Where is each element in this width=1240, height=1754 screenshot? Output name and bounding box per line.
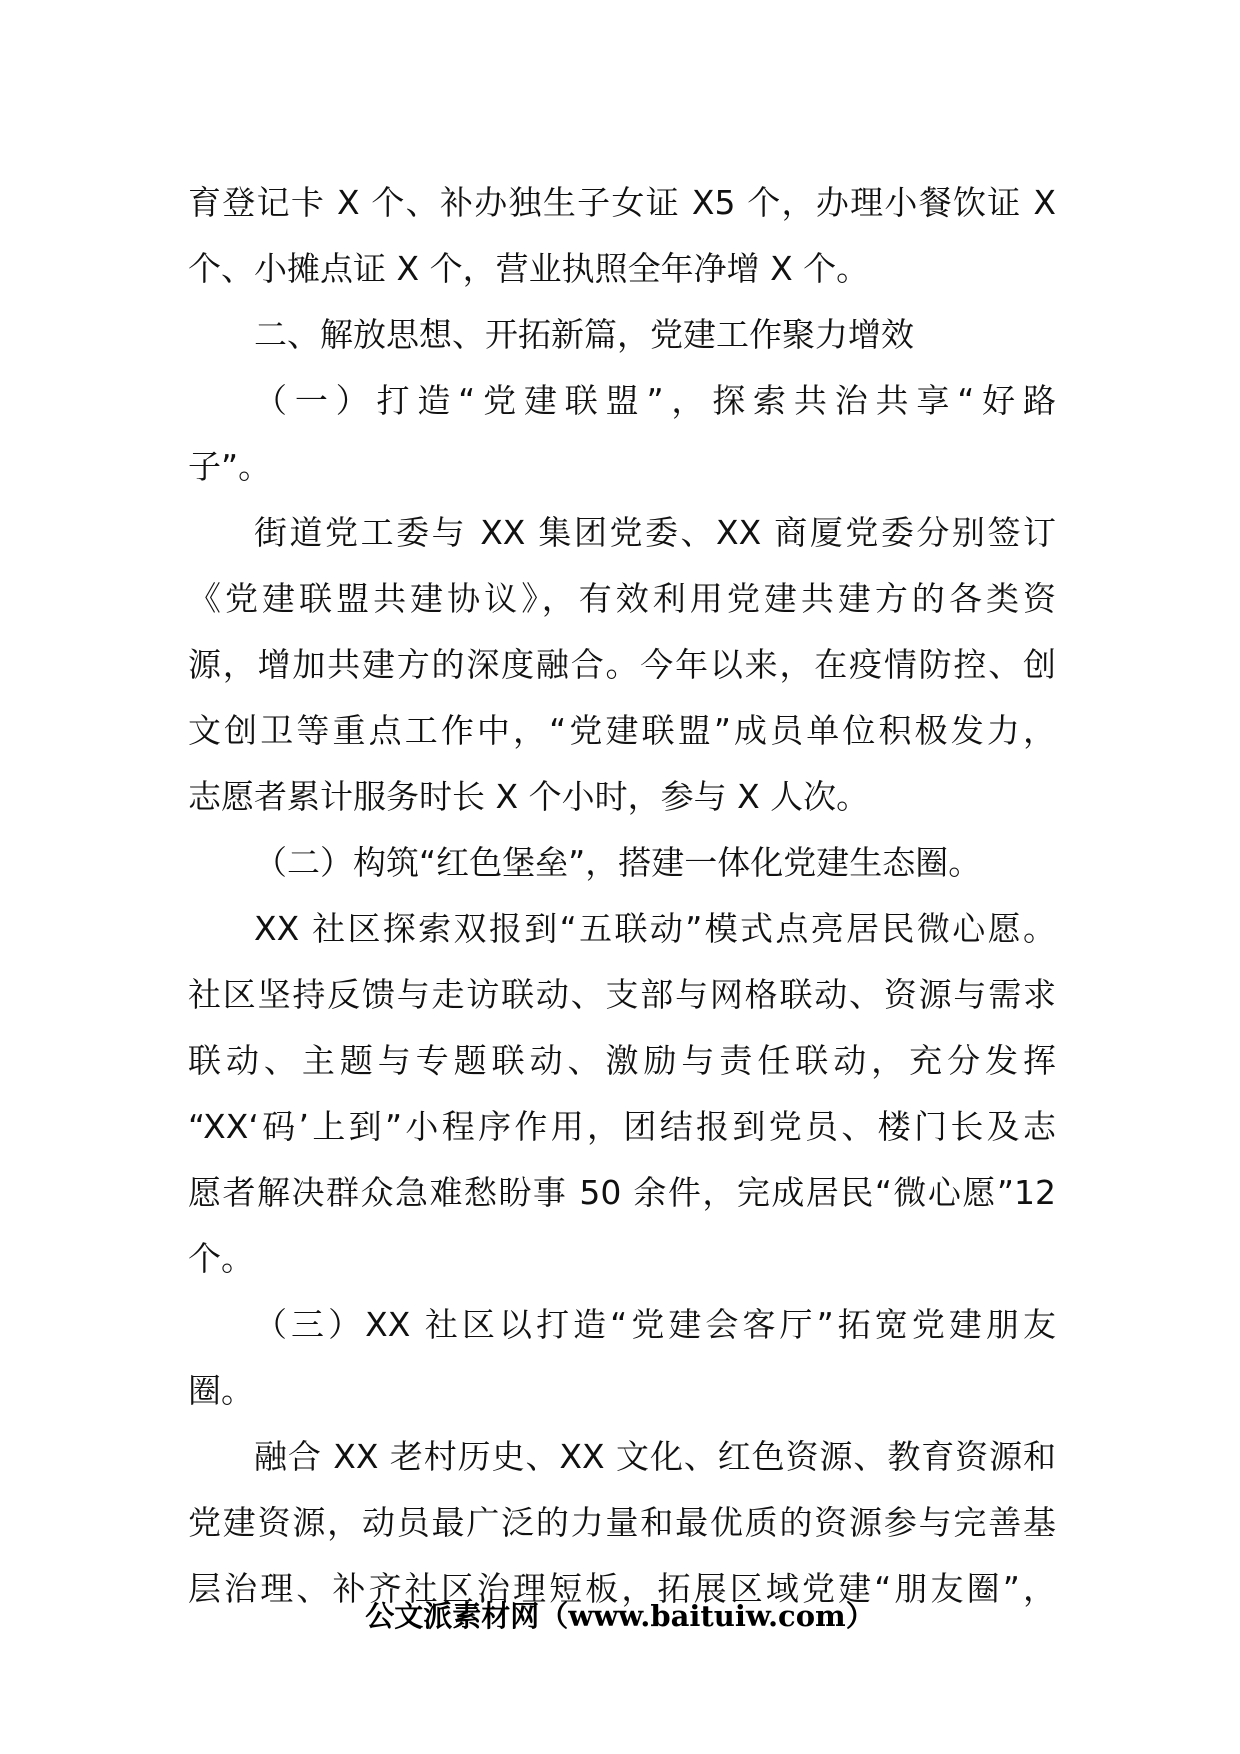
body-line: 文创卫等重点工作中，“党建联盟”成员单位积极发力， [188,711,1056,750]
body-line: 层治理、补齐社区治理短板，拓展区域党建“朋友圈”， [188,1569,1056,1608]
section-heading: 二、解放思想、开拓新篇，党建工作聚力增效 [254,315,914,354]
body-line: 源，增加共建方的深度融合。今年以来，在疫情防控、创 [188,645,1056,684]
body-line: 育登记卡 X 个、补办独生子女证 X5 个，办理小餐饮证 X [188,183,1056,222]
subsection-heading-end: 圈。 [188,1371,254,1410]
document-body [188,170,1056,1622]
body-line: 《党建联盟共建协议》，有效利用党建共建方的各类资 [188,579,1056,618]
body-line: 社区坚持反馈与走访联动、支部与网格联动、资源与需求 [188,975,1056,1014]
subsection-heading-end: 子”。 [188,447,272,486]
body-line: 个。 [188,1239,254,1278]
body-line: 联动、主题与专题联动、激励与责任联动，充分发挥 [188,1041,1056,1080]
subsection-heading: （一）打造“党建联盟”，探索共治共享“好路 [254,381,1056,420]
body-line: 愿者解决群众急难愁盼事 50 余件，完成居民“微心愿”12 [188,1173,1056,1212]
subsection-heading: （三）XX 社区以打造“党建会客厅”拓宽党建朋友 [254,1305,1056,1344]
body-line: 街道党工委与 XX 集团党委、XX 商厦党委分别签订 [254,513,1056,552]
body-line: “XX‘码’上到”小程序作用，团结报到党员、楼门长及志 [188,1107,1056,1146]
body-line: XX 社区探索双报到“五联动”模式点亮居民微心愿。 [254,909,1056,948]
body-line: 党建资源，动员最广泛的力量和最优质的资源参与完善基 [188,1503,1056,1542]
body-line: 个、小摊点证 X 个，营业执照全年净增 X 个。 [188,249,870,288]
body-line: 志愿者累计服务时长 X 个小时，参与 X 人次。 [188,777,870,816]
body-line: 融合 XX 老村历史、XX 文化、红色资源、教育资源和 [254,1437,1056,1476]
subsection-heading: （二）构筑“红色堡垒”，搭建一体化党建生态圈。 [254,843,982,882]
footer-watermark: 公文派素材网（www.baituiw.com） [365,1599,875,1633]
